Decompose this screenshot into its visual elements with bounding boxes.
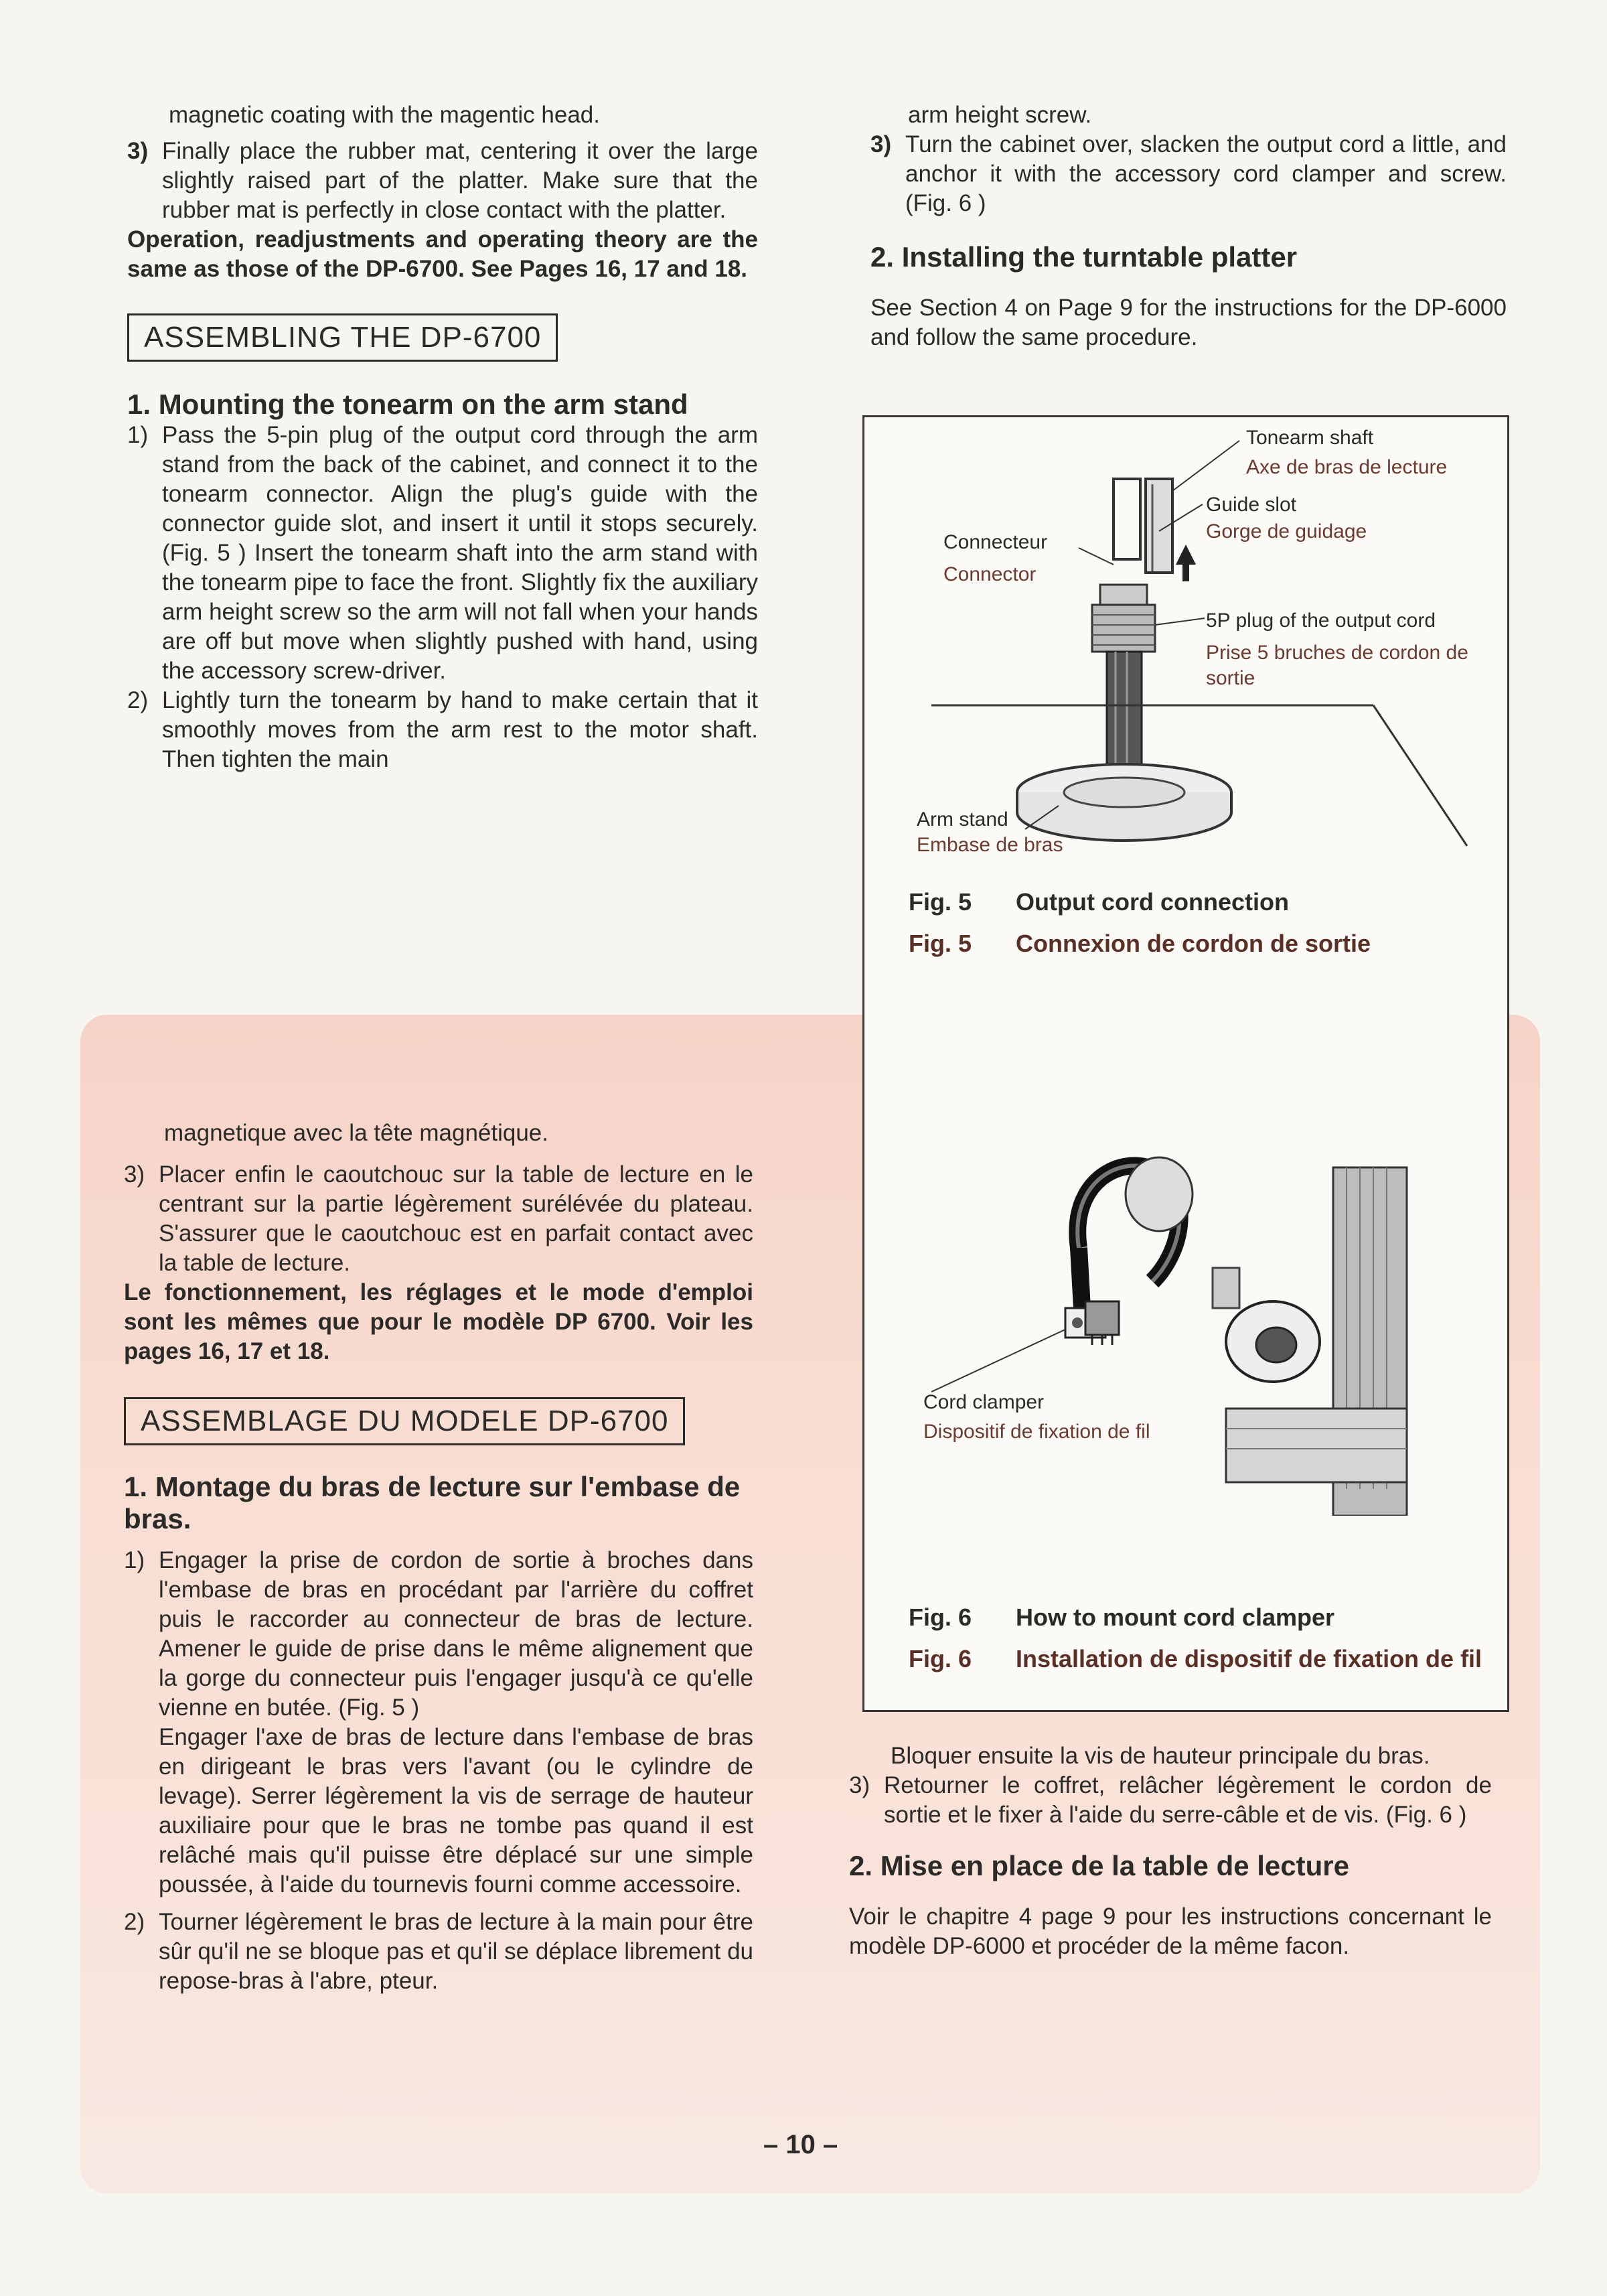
- fig5-caption-en: [909, 887, 1484, 917]
- french-step-1: [124, 1546, 753, 1899]
- fig6-caption-fr-text: Installation de dispositif de fixation de fil: [1016, 1645, 1482, 1672]
- label-guide-slot: Guide slot: [1206, 494, 1297, 516]
- english-section2-heading: 2. Installing the turntable platter: [870, 241, 1298, 273]
- label-tonearm-shaft-fr: Axe de bras de lecture: [1246, 456, 1448, 478]
- french-operation-note: Le fonctionnement, les réglages et le mode d'emploi sont les mêmes que pour le modèle DP 6700. Voir les pages 16, 17 et 18.: [124, 1279, 753, 1364]
- label-connector-en: Connector: [943, 563, 1037, 585]
- figure-box: [862, 415, 1509, 1712]
- item-number: 3): [127, 138, 149, 164]
- english-section2-text: See Section 4 on Page 9 for the instructions for the DP-6000 and follow the same procedure.: [870, 295, 1507, 350]
- french-section1-heading: 1. Montage du bras de lecture sur l'embase de bras.: [124, 1471, 741, 1534]
- fig6-caption-fr: [909, 1644, 1484, 1674]
- english-step-2-text: Lightly turn the tonearm by hand to make certain that it smoothly moves from the arm rest to the motor shaft. Then tighten the main: [162, 687, 758, 772]
- french-step-1-body: [159, 1546, 753, 1899]
- english-right-column: [870, 100, 1507, 352]
- fig5-caption-en-text: Output cord connection: [1016, 888, 1289, 916]
- item-number: 3): [124, 1161, 145, 1188]
- english-right-item-3: [870, 130, 1507, 218]
- label-arm-stand: Arm stand: [917, 808, 1008, 831]
- english-left-intro: magnetic coating with the magentic head.: [169, 102, 600, 128]
- french-section-title-box: [124, 1397, 753, 1445]
- french-right-item-3: [849, 1771, 1492, 1830]
- english-section-title-box: [127, 313, 758, 362]
- french-left-item-3-text: Placer enfin le caoutchouc sur la table de lecture en le centrant sur la partie légèrement surélévée du plateau. S'assurer que le caoutchouc est en parfait contact avec la table de lecture.: [159, 1161, 753, 1276]
- fig6-illustration: [864, 1114, 1507, 1516]
- french-section2-text: Voir le chapitre 4 page 9 pour les instructions concernant le modèle DP-6000 et procéder de la même facon.: [849, 1904, 1492, 1959]
- english-step-1-text: Pass the 5-pin plug of the output cord through the arm stand from the back of the cabinet, and connect it to the tonearm connector. Align the plug's guide with the connector guide slot, and insert it until it stops securely. (Fig. 5 ) Insert the tonearm shaft into the arm stand with the tonearm pipe to face the front. Slightly fix the auxiliary arm height screw so the arm will not fall when your hands are off but move when slightly pushed with hand, using the accessory screw-driver.: [162, 422, 758, 684]
- french-left-column: [124, 1119, 753, 1996]
- english-operation-note: Operation, readjustments and operating theory are the same as those of the DP-6700. See Pages 16, 17 and 18.: [127, 226, 758, 282]
- french-step-2: [124, 1908, 753, 1996]
- french-step-2-text: Tourner légèrement le bras de lecture à la main pour être sûr qu'il ne se bloque pas et qu'il se déplace librement du repose-bras à l'abre, pteur.: [159, 1909, 753, 1994]
- fig5-caption-en-label: Fig. 5: [909, 888, 972, 916]
- english-right-intro: arm height screw.: [908, 102, 1092, 128]
- item-number: 1): [124, 1547, 145, 1573]
- english-left-item-3: [127, 137, 758, 225]
- label-guide-slot-fr: Gorge de guidage: [1206, 520, 1367, 543]
- section-title: ASSEMBLING THE DP-6700: [127, 313, 558, 362]
- french-right-column: [849, 1741, 1492, 1961]
- fig5-caption-fr: [909, 929, 1484, 958]
- item-number: 2): [124, 1909, 145, 1935]
- english-left-column: [127, 100, 758, 774]
- label-arm-stand-fr: Embase de bras: [917, 834, 1063, 856]
- section-title: ASSEMBLAGE DU MODELE DP-6700: [124, 1397, 685, 1445]
- french-left-intro: magnetique avec la tête magnétique.: [164, 1120, 548, 1146]
- english-right-item-3-text: Turn the cabinet over, slacken the output cord a little, and anchor it with the accessory cord clamper and screw. (Fig. 6 ): [905, 131, 1507, 216]
- fig6-caption-en: [909, 1603, 1484, 1632]
- item-number: 3): [870, 131, 892, 157]
- item-number: 2): [127, 687, 149, 713]
- french-step-1-text-a: Engager la prise de cordon de sortie à broches dans l'embase de bras en procédant par l'arrière du coffret puis le raccorder au connecteur de bras de lecture. Amener le guide de prise dans le même alignement que la gorge du connecteur puis l'engager jusqu'à ce qu'elle vienne en butée. (Fig. 5 ): [159, 1547, 753, 1721]
- fig6-caption-en-label: Fig. 6: [909, 1603, 972, 1631]
- label-tonearm-shaft: Tonearm shaft: [1246, 427, 1374, 449]
- french-left-item-3: [124, 1160, 753, 1278]
- label-connector-fr: Connecteur: [943, 531, 1048, 553]
- item-number: 3): [849, 1772, 870, 1798]
- english-step-2: [127, 686, 758, 774]
- label-plug: 5P plug of the output cord: [1206, 609, 1436, 632]
- french-right-intro: Bloquer ensuite la vis de hauteur principale du bras.: [891, 1743, 1430, 1769]
- fig6-caption-en-text: How to mount cord clamper: [1016, 1603, 1335, 1631]
- english-section1-heading: 1. Mounting the tonearm on the arm stand: [127, 388, 688, 420]
- french-step-1-text-b: Engager l'axe de bras de lecture dans l'embase de bras en dirigeant le bras vers l'avant (ou le cylindre de levage). Serrer légèrement la vis de serrage de hauteur auxiliaire pour que le bras ne tombe pas quand il est relâché mais qu'il puisse être déplacé sur une simple poussée, à l'aide du tournevis fourni comme accessoire.: [159, 1724, 753, 1897]
- label-plug-fr: Prise 5 bruches de cordon de sortie: [1206, 642, 1468, 689]
- french-section2-heading: 2. Mise en place de la table de lecture: [849, 1850, 1349, 1881]
- fig5-caption-fr-label: Fig. 5: [909, 930, 972, 957]
- french-right-item-3-text: Retourner le coffret, relâcher légèrement le cordon de sortie et le fixer à l'aide du serre-câble et de vis. (Fig. 6 ): [884, 1772, 1492, 1828]
- page-number: – 10 –: [763, 2130, 838, 2159]
- label-cord-clamper: Cord clamper: [923, 1391, 1045, 1413]
- english-step-1: [127, 421, 758, 686]
- fig6-caption-fr-label: Fig. 6: [909, 1645, 972, 1672]
- item-number: 1): [127, 422, 149, 448]
- fig5-caption-fr-text: Connexion de cordon de sortie: [1016, 930, 1371, 957]
- label-cord-clamper-fr: Dispositif de fixation de fil: [923, 1421, 1150, 1443]
- english-left-item-3-text: Finally place the rubber mat, centering it over the large slightly raised part of the platter. Make sure that the rubber mat is perfectly in close contact with the platter.: [162, 138, 758, 223]
